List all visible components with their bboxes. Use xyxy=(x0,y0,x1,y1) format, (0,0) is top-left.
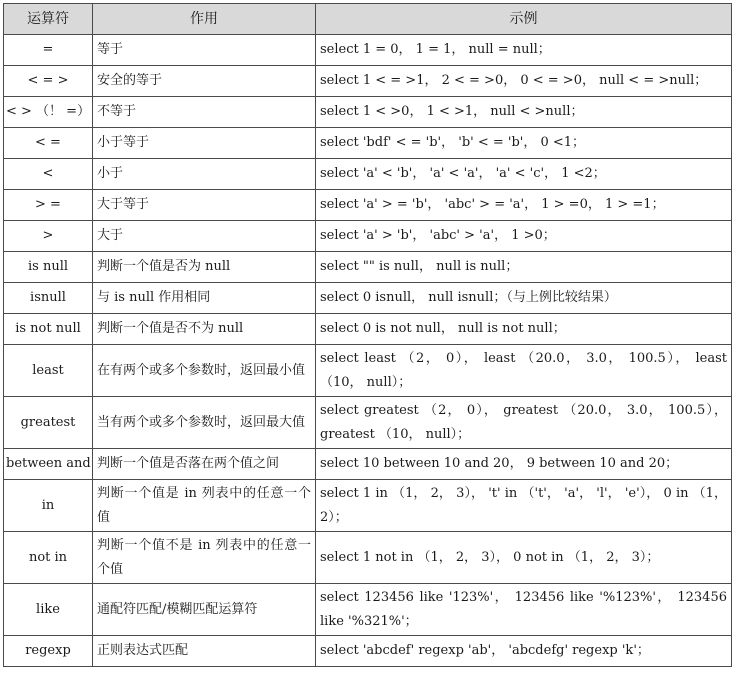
operator-cell: regexp xyxy=(4,636,93,667)
operator-cell: like xyxy=(4,584,93,636)
function-cell: 当有两个或多个参数时，返回最大值 xyxy=(93,397,316,449)
example-cell: select 'abcdef' regexp 'ab'， 'abcdefg' regexp 'k'； xyxy=(316,636,732,667)
example-cell: select 1 < >0， 1 < >1， null < >null； xyxy=(316,97,732,128)
function-cell: 正则表达式匹配 xyxy=(93,636,316,667)
function-cell: 与 is null 作用相同 xyxy=(93,283,316,314)
header-operator: 运算符 xyxy=(4,4,93,35)
example-cell: select 1 < = >1， 2 < = >0， 0 < = >0， null < = >null； xyxy=(316,66,732,97)
table-row xyxy=(4,397,732,449)
table-row xyxy=(4,636,732,667)
operator-cell: least xyxy=(4,345,93,397)
table-row xyxy=(4,35,732,66)
operator-cell: = xyxy=(4,35,93,66)
example-cell: select 'a' < 'b'， 'a' < 'a'， 'a' < 'c'， 1 <2； xyxy=(316,159,732,190)
operators-table xyxy=(3,3,732,667)
header-example: 示例 xyxy=(316,4,732,35)
table-body xyxy=(4,35,732,667)
operator-cell: is not null xyxy=(4,314,93,345)
table-row xyxy=(4,532,732,584)
operator-cell: greatest xyxy=(4,397,93,449)
function-cell: 判断一个值是否不为 null xyxy=(93,314,316,345)
table-row xyxy=(4,449,732,480)
table-row xyxy=(4,128,732,159)
table-row xyxy=(4,345,732,397)
function-cell: 判断一个值是否为 null xyxy=(93,252,316,283)
header-function: 作用 xyxy=(93,4,316,35)
table-row xyxy=(4,584,732,636)
function-cell: 小于 xyxy=(93,159,316,190)
operator-cell: > xyxy=(4,221,93,252)
header-row xyxy=(4,4,732,35)
operator-cell: isnull xyxy=(4,283,93,314)
operator-cell: < = xyxy=(4,128,93,159)
operator-cell: < = > xyxy=(4,66,93,97)
example-cell: select 'a' > = 'b'， 'abc' > = 'a'， 1 > =0， 1 > =1； xyxy=(316,190,732,221)
operator-cell: < xyxy=(4,159,93,190)
example-cell: select least （2， 0）， least （20.0， 3.0， 100.5）， least （10， null）； xyxy=(316,345,732,397)
table-row xyxy=(4,66,732,97)
table-row xyxy=(4,252,732,283)
operator-cell: is null xyxy=(4,252,93,283)
function-cell: 判断一个值是否落在两个值之间 xyxy=(93,449,316,480)
example-cell: select 1 = 0， 1 = 1， null = null； xyxy=(316,35,732,66)
function-cell: 等于 xyxy=(93,35,316,66)
function-cell: 判断一个值不是 in 列表中的任意一个值 xyxy=(93,532,316,584)
function-cell: 判断一个值是 in 列表中的任意一个值 xyxy=(93,480,316,532)
operator-cell: < > （！ =） xyxy=(4,97,93,128)
operator-cell: in xyxy=(4,480,93,532)
table-row xyxy=(4,221,732,252)
function-cell: 小于等于 xyxy=(93,128,316,159)
example-cell: select 10 between 10 and 20， 9 between 10 and 20； xyxy=(316,449,732,480)
example-cell: select 'a' > 'b'， 'abc' > 'a'， 1 >0； xyxy=(316,221,732,252)
example-cell: select greatest （2， 0）， greatest （20.0， 3.0， 100.5）， greatest （10， null）； xyxy=(316,397,732,449)
table-row xyxy=(4,190,732,221)
table-row xyxy=(4,314,732,345)
operator-cell: not in xyxy=(4,532,93,584)
example-cell: select 1 in （1， 2， 3）， 't' in （'t'， 'a'， 'l'， 'e'）， 0 in （1， 2）； xyxy=(316,480,732,532)
function-cell: 不等于 xyxy=(93,97,316,128)
example-cell: select 0 isnull， null isnull；（与上例比较结果） xyxy=(316,283,732,314)
table-row xyxy=(4,159,732,190)
table-row xyxy=(4,480,732,532)
table-header xyxy=(4,4,732,35)
table-row xyxy=(4,283,732,314)
example-cell: select 123456 like '123%'， 123456 like '%123%'， 123456 like '%321%'； xyxy=(316,584,732,636)
operator-cell: between and xyxy=(4,449,93,480)
function-cell: 在有两个或多个参数时，返回最小值 xyxy=(93,345,316,397)
example-cell: select 0 is not null， null is not null； xyxy=(316,314,732,345)
function-cell: 大于 xyxy=(93,221,316,252)
operator-cell: > = xyxy=(4,190,93,221)
table-row xyxy=(4,97,732,128)
example-cell: select 1 not in （1， 2， 3）， 0 not in （1， 2， 3）； xyxy=(316,532,732,584)
example-cell: select "" is null， null is null； xyxy=(316,252,732,283)
example-cell: select 'bdf' < = 'b'， 'b' < = 'b'， 0 <1； xyxy=(316,128,732,159)
function-cell: 安全的等于 xyxy=(93,66,316,97)
function-cell: 大于等于 xyxy=(93,190,316,221)
function-cell: 通配符匹配/模糊匹配运算符 xyxy=(93,584,316,636)
